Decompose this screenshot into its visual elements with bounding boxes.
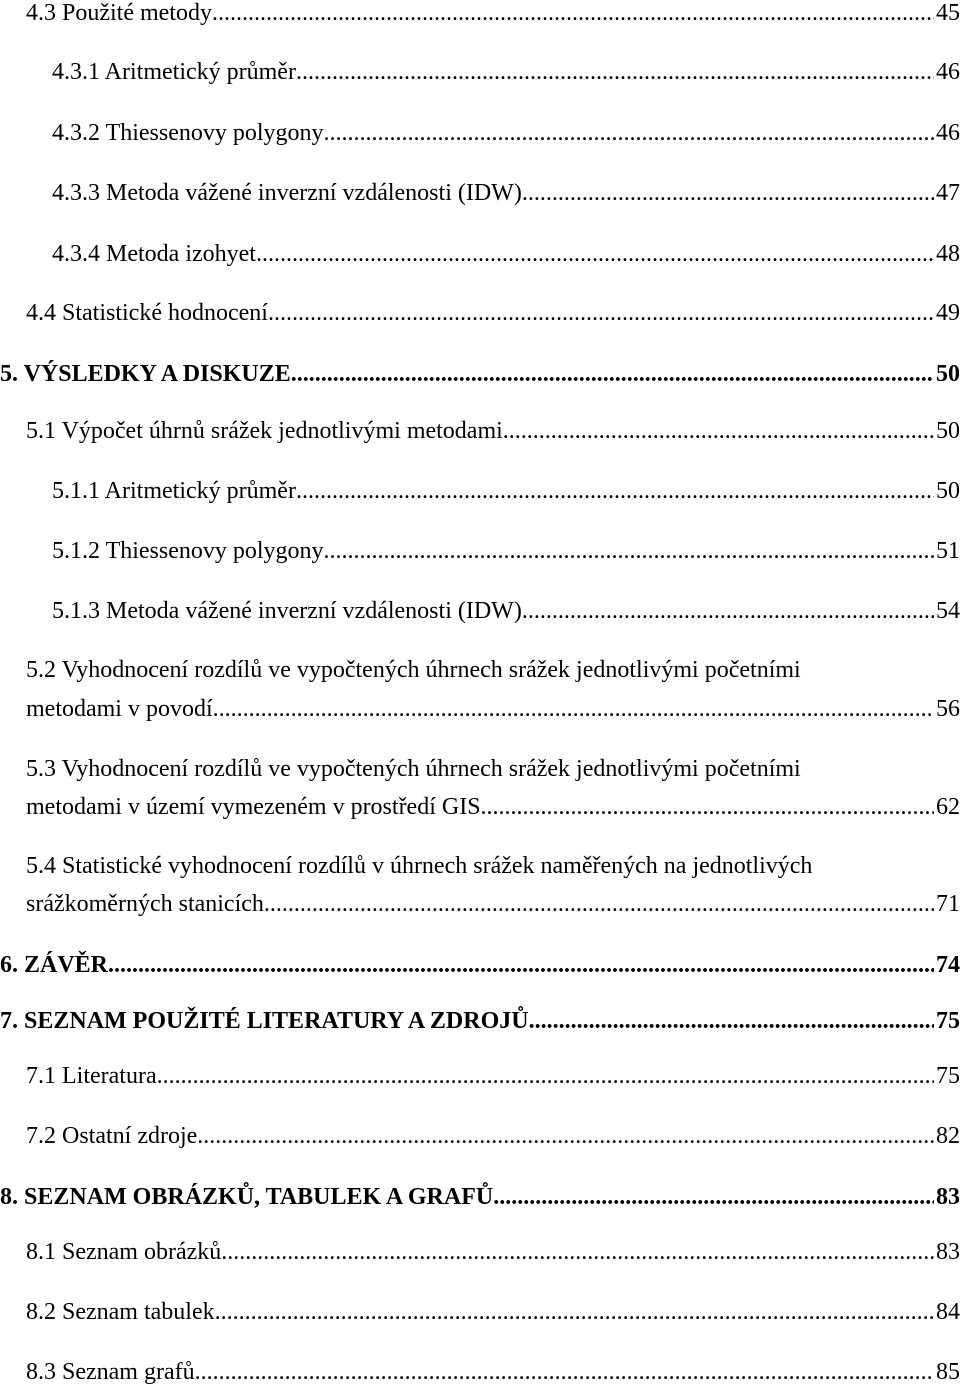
dot-leader: [296, 476, 934, 506]
toc-entry-page: 46: [936, 59, 960, 85]
toc-entry-title: 4.3.3 Metoda vážené inverzní vzdálenosti (IDW): [52, 180, 522, 206]
toc-entry-title: 8.3 Seznam grafů: [26, 1359, 195, 1385]
toc-entry-page: 51: [936, 538, 960, 564]
toc-entry[interactable]: [26, 298, 960, 328]
toc-entry-title-line1[interactable]: 5.4 Statistické vyhodnocení rozdílů v úhrnech srážek naměřených na jednotlivých: [26, 853, 813, 879]
toc-entry-page: 56: [936, 696, 960, 722]
dot-leader: [503, 416, 934, 446]
toc-entry-page: 46: [936, 120, 960, 146]
dot-leader: [256, 239, 934, 269]
toc-entry-title: 8. SEZNAM OBRÁZKŮ, TABULEK A GRAFŮ: [0, 1184, 494, 1210]
toc-entry-page: 54: [936, 598, 960, 624]
dot-leader: [291, 359, 934, 389]
toc-entry[interactable]: [26, 792, 960, 822]
dot-leader: [481, 792, 934, 822]
toc-entry[interactable]: [26, 416, 960, 446]
toc-entry-page: 50: [936, 418, 960, 444]
toc-entry-title: 7.2 Ostatní zdroje: [26, 1123, 198, 1149]
dot-leader: [108, 950, 934, 980]
toc-entry-page: 62: [936, 794, 960, 820]
toc-entry-page: 75: [936, 1008, 960, 1034]
dot-leader: [264, 889, 934, 919]
dot-leader: [529, 1006, 934, 1036]
toc-entry-title: 4.3 Použité metody: [26, 0, 212, 26]
dot-leader: [268, 298, 934, 328]
toc-entry-title: 7. SEZNAM POUŽITÉ LITERATURY A ZDROJŮ: [0, 1008, 529, 1034]
toc-entry[interactable]: [52, 239, 960, 269]
toc-entry-title: 5.1 Výpočet úhrnů srážek jednotlivými metodami: [26, 418, 503, 444]
dot-leader: [213, 694, 934, 724]
toc-entry-chapter[interactable]: [0, 1182, 960, 1212]
toc-entry-page: 83: [936, 1184, 960, 1210]
toc-entry[interactable]: [26, 694, 960, 724]
toc-entry-page: 45: [936, 0, 960, 26]
toc-entry-title: 8.2 Seznam tabulek: [26, 1299, 215, 1325]
toc-entry[interactable]: [26, 889, 960, 919]
toc-entry-title: 5.1.3 Metoda vážené inverzní vzdálenosti (IDW): [52, 598, 522, 624]
toc-entry-title: 5.1.2 Thiessenovy polygony: [52, 538, 324, 564]
toc-entry-title: 8.1 Seznam obrázků: [26, 1239, 222, 1265]
toc-entry-title: 4.3.4 Metoda izohyet: [52, 241, 256, 267]
toc-entry-title: 7.1 Literatura: [26, 1063, 157, 1089]
toc-entry-page: 83: [936, 1239, 960, 1265]
toc-entry-title-line2: metodami v povodí: [26, 696, 213, 722]
toc-entry-page: 74: [936, 952, 960, 978]
toc-entry-title: 4.3.1 Aritmetický průměr: [52, 59, 296, 85]
dot-leader: [197, 1121, 934, 1151]
toc-entry-title: 6. ZÁVĚR: [0, 952, 109, 978]
toc-entry-title-line1[interactable]: 5.3 Vyhodnocení rozdílů ve vypočtených úhrnech srážek jednotlivými početními: [26, 756, 801, 782]
toc-entry[interactable]: [52, 57, 960, 87]
toc-entry-chapter[interactable]: [0, 950, 960, 980]
dot-leader: [493, 1182, 934, 1212]
toc-entry[interactable]: [52, 536, 960, 566]
dot-leader: [296, 57, 934, 87]
toc-entry[interactable]: [26, 0, 960, 28]
toc-entry-title-line2: srážkoměrných stanicích: [26, 891, 264, 917]
toc-entry-page: 84: [936, 1299, 960, 1325]
dot-leader: [195, 1357, 934, 1387]
toc-entry[interactable]: [52, 476, 960, 506]
toc-entry-page: 50: [936, 478, 960, 504]
toc-entry[interactable]: [52, 178, 960, 208]
toc-entry[interactable]: [26, 1061, 960, 1091]
dot-leader: [157, 1061, 934, 1091]
dot-leader: [522, 178, 934, 208]
toc-entry[interactable]: [52, 118, 960, 148]
toc-entry-page: 50: [936, 361, 960, 387]
dot-leader: [212, 0, 934, 28]
toc-entry-page: 48: [936, 241, 960, 267]
toc-entry-page: 82: [936, 1123, 960, 1149]
toc-entry-page: 47: [936, 180, 960, 206]
dot-leader: [221, 1237, 934, 1267]
toc-entry-page: 71: [936, 891, 960, 917]
toc-entry-title-line1[interactable]: 5.2 Vyhodnocení rozdílů ve vypočtených úhrnech srážek jednotlivými početními: [26, 657, 801, 683]
toc-entry[interactable]: [26, 1297, 960, 1327]
dot-leader: [522, 596, 934, 626]
toc-entry-page: 75: [936, 1063, 960, 1089]
toc-entry-page: 49: [936, 300, 960, 326]
toc-entry[interactable]: [52, 596, 960, 626]
toc-entry[interactable]: [26, 1357, 960, 1387]
dot-leader: [324, 118, 934, 148]
toc-entry-chapter[interactable]: [0, 1006, 960, 1036]
toc-entry-title: 4.3.2 Thiessenovy polygony: [52, 120, 324, 146]
toc-entry-title: 5.1.1 Aritmetický průměr: [52, 478, 296, 504]
toc-entry[interactable]: [26, 1121, 960, 1151]
toc-entry-title: 5. VÝSLEDKY A DISKUZE: [0, 361, 291, 387]
dot-leader: [215, 1297, 934, 1327]
toc-entry-page: 85: [936, 1359, 960, 1385]
toc-entry[interactable]: [26, 1237, 960, 1267]
toc-entry-title-line2: metodami v území vymezeném v prostředí GIS: [26, 794, 481, 820]
dot-leader: [324, 536, 934, 566]
toc-entry-title: 4.4 Statistické hodnocení: [26, 300, 268, 326]
toc-entry-chapter[interactable]: [0, 359, 960, 389]
